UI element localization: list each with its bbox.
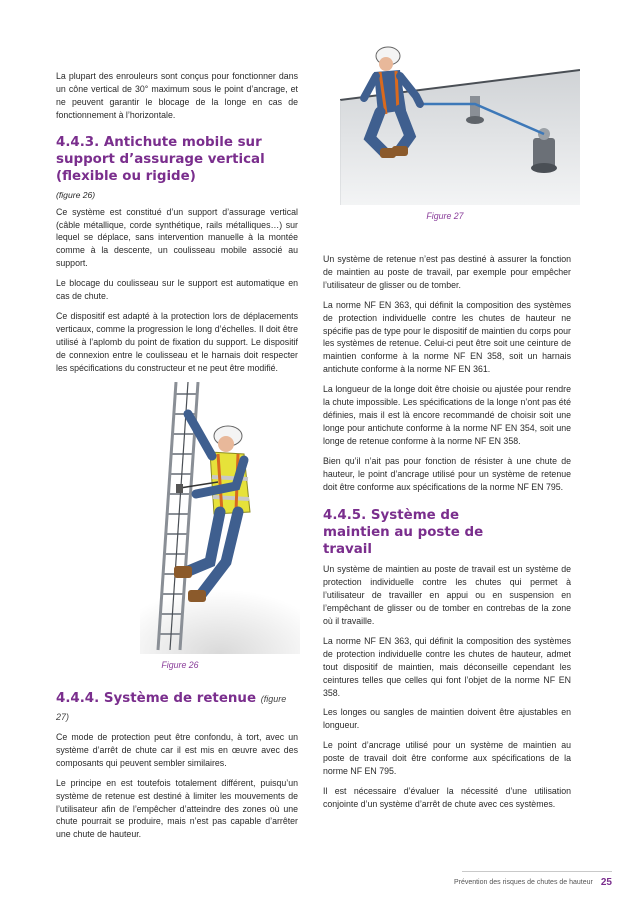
figure-26-illustration bbox=[140, 382, 300, 654]
paragraph: Ce mode de protection peut être confondu, à tort, avec un système d’arrêt de chute car il est mis en œuvre avec des composants qui peuvent sembler similaires. bbox=[56, 732, 298, 768]
ladder-climber-image bbox=[140, 382, 300, 654]
page-footer bbox=[454, 877, 612, 888]
section-heading-444-ref: (figure 27) bbox=[56, 694, 287, 722]
left-column bbox=[56, 70, 298, 382]
left-column-bottom bbox=[56, 690, 298, 848]
section-heading-443: 4.4.3. Antichute mobile sur support d’assurage vertical (flexible ou rigide) bbox=[56, 134, 265, 184]
paragraph: La longueur de la longe doit être choisie ou ajustée pour rendre la chute impossible. Les spécifications de la longe n’ont pas été définies, mais il est là encore recommandé de choisir soit une longe pour antichute conforme à la norme NF EN 354, soit une longe de retenue conforme à la norme NF EN 358. bbox=[323, 384, 571, 446]
paragraph: La norme NF EN 363, qui définit la composition des systèmes de protection individuelle contre les chutes de hauteur, admet tout dispositif de maintien, mais déconseille cependant les ceintures telles que celles qui font l’objet de la norme NF EN 358. bbox=[323, 635, 571, 698]
paragraph: Le point d’ancrage utilisé pour un système de maintien au poste de travail doit être conforme aux spécifications de la norme NF EN 795. bbox=[323, 740, 571, 777]
paragraph: Ce système est constitué d’un support d’assurage vertical (câble métallique, corde synthétique, rails métalliques…) sur lequel se déplace, sans intervention manuelle à la montée comme à la descente, un coulisseau mobile associé au support. bbox=[56, 206, 298, 269]
paragraph: La norme NF EN 363, qui définit la composition des systèmes de protection individuelle contre les chutes de hauteur ne spécifie pas de type pour le dispositif de maintien du corps pour les systèmes de retenue. Celui-ci peut être soit une ceinture de maintien conforme à la norme NF EN 358, soit un harnais antichute conforme à la norme NF EN 361. bbox=[323, 299, 571, 375]
paragraph: Les longes ou sangles de maintien doivent être ajustables en longueur. bbox=[323, 707, 571, 731]
roof-worker-image bbox=[340, 40, 580, 205]
page-number: 25 bbox=[600, 877, 612, 888]
paragraph: Le blocage du coulisseau sur le support est automatique en cas de chute. bbox=[56, 278, 298, 302]
footer-title: Prévention des risques de chutes de hauteur bbox=[453, 879, 593, 886]
figure-26-caption: Figure 26 bbox=[161, 660, 199, 670]
section-heading-444-title: 4.4.4. Système de retenue bbox=[56, 691, 257, 706]
paragraph: Un système de maintien au poste de travail est un système de protection individuelle contre les chutes qui permet à l’utilisateur de travailler en appui ou en suspension en l’empêchant de glisser ou de tomber en contrebas de la zone où il travaille. bbox=[323, 564, 571, 627]
paragraph: Un système de retenue n’est pas destiné à assurer la fonction de maintien au poste de travail, par exemple pour empêcher l’utilisateur de glisser ou de tomber. bbox=[323, 254, 571, 290]
figure-27-illustration bbox=[340, 40, 580, 205]
section-heading-445: 4.4.5. Système de maintien au poste de travail bbox=[323, 508, 484, 558]
paragraph: Ce dispositif est adapté à la protection lors de déplacements verticaux, comme la progression le long d’échelles. Il doit être utilisé à l’aplomb du point de fixation du support. Le dispositif de connexion entre le coulisseau et le harnais doit respecter les spécifications du constructeur et ne peut être modifié. bbox=[56, 310, 298, 373]
section-heading-444 bbox=[56, 690, 298, 726]
right-column bbox=[323, 253, 571, 818]
paragraph: Bien qu’il n’ait pas pour fonction de résister à une chute de hauteur, le point d’ancrage utilisé pour un système de retenue doit être conforme aux spécifications de la norme NF EN 795. bbox=[323, 455, 571, 492]
paragraph: Il est nécessaire d’évaluer la nécessité d’une utilisation conjointe d’un système d’arrêt de chute avec ces systèmes. bbox=[323, 786, 571, 809]
intro-paragraph: La plupart des enrouleurs sont conçus pour fonctionner dans un cône vertical de 30° maximum sous le point d’ancrage, et ne peuvent garantir le blocage de la longe en cas de fonctionnement à l’horizontale. bbox=[56, 71, 298, 120]
footer-divider bbox=[462, 871, 612, 872]
figure-reference: (figure 26) bbox=[56, 189, 96, 200]
figure-27-caption: Figure 27 bbox=[426, 211, 464, 221]
paragraph: Le principe en est toutefois totalement différent, puisqu’un système de retenue est destiné à limiter les mouvements de l’utilisateur afin de l’empêcher d’atteindre des zones où une chute pourrait se produire, mais n’est pas capable d’arrêter une chute de hauteur. bbox=[56, 777, 298, 840]
